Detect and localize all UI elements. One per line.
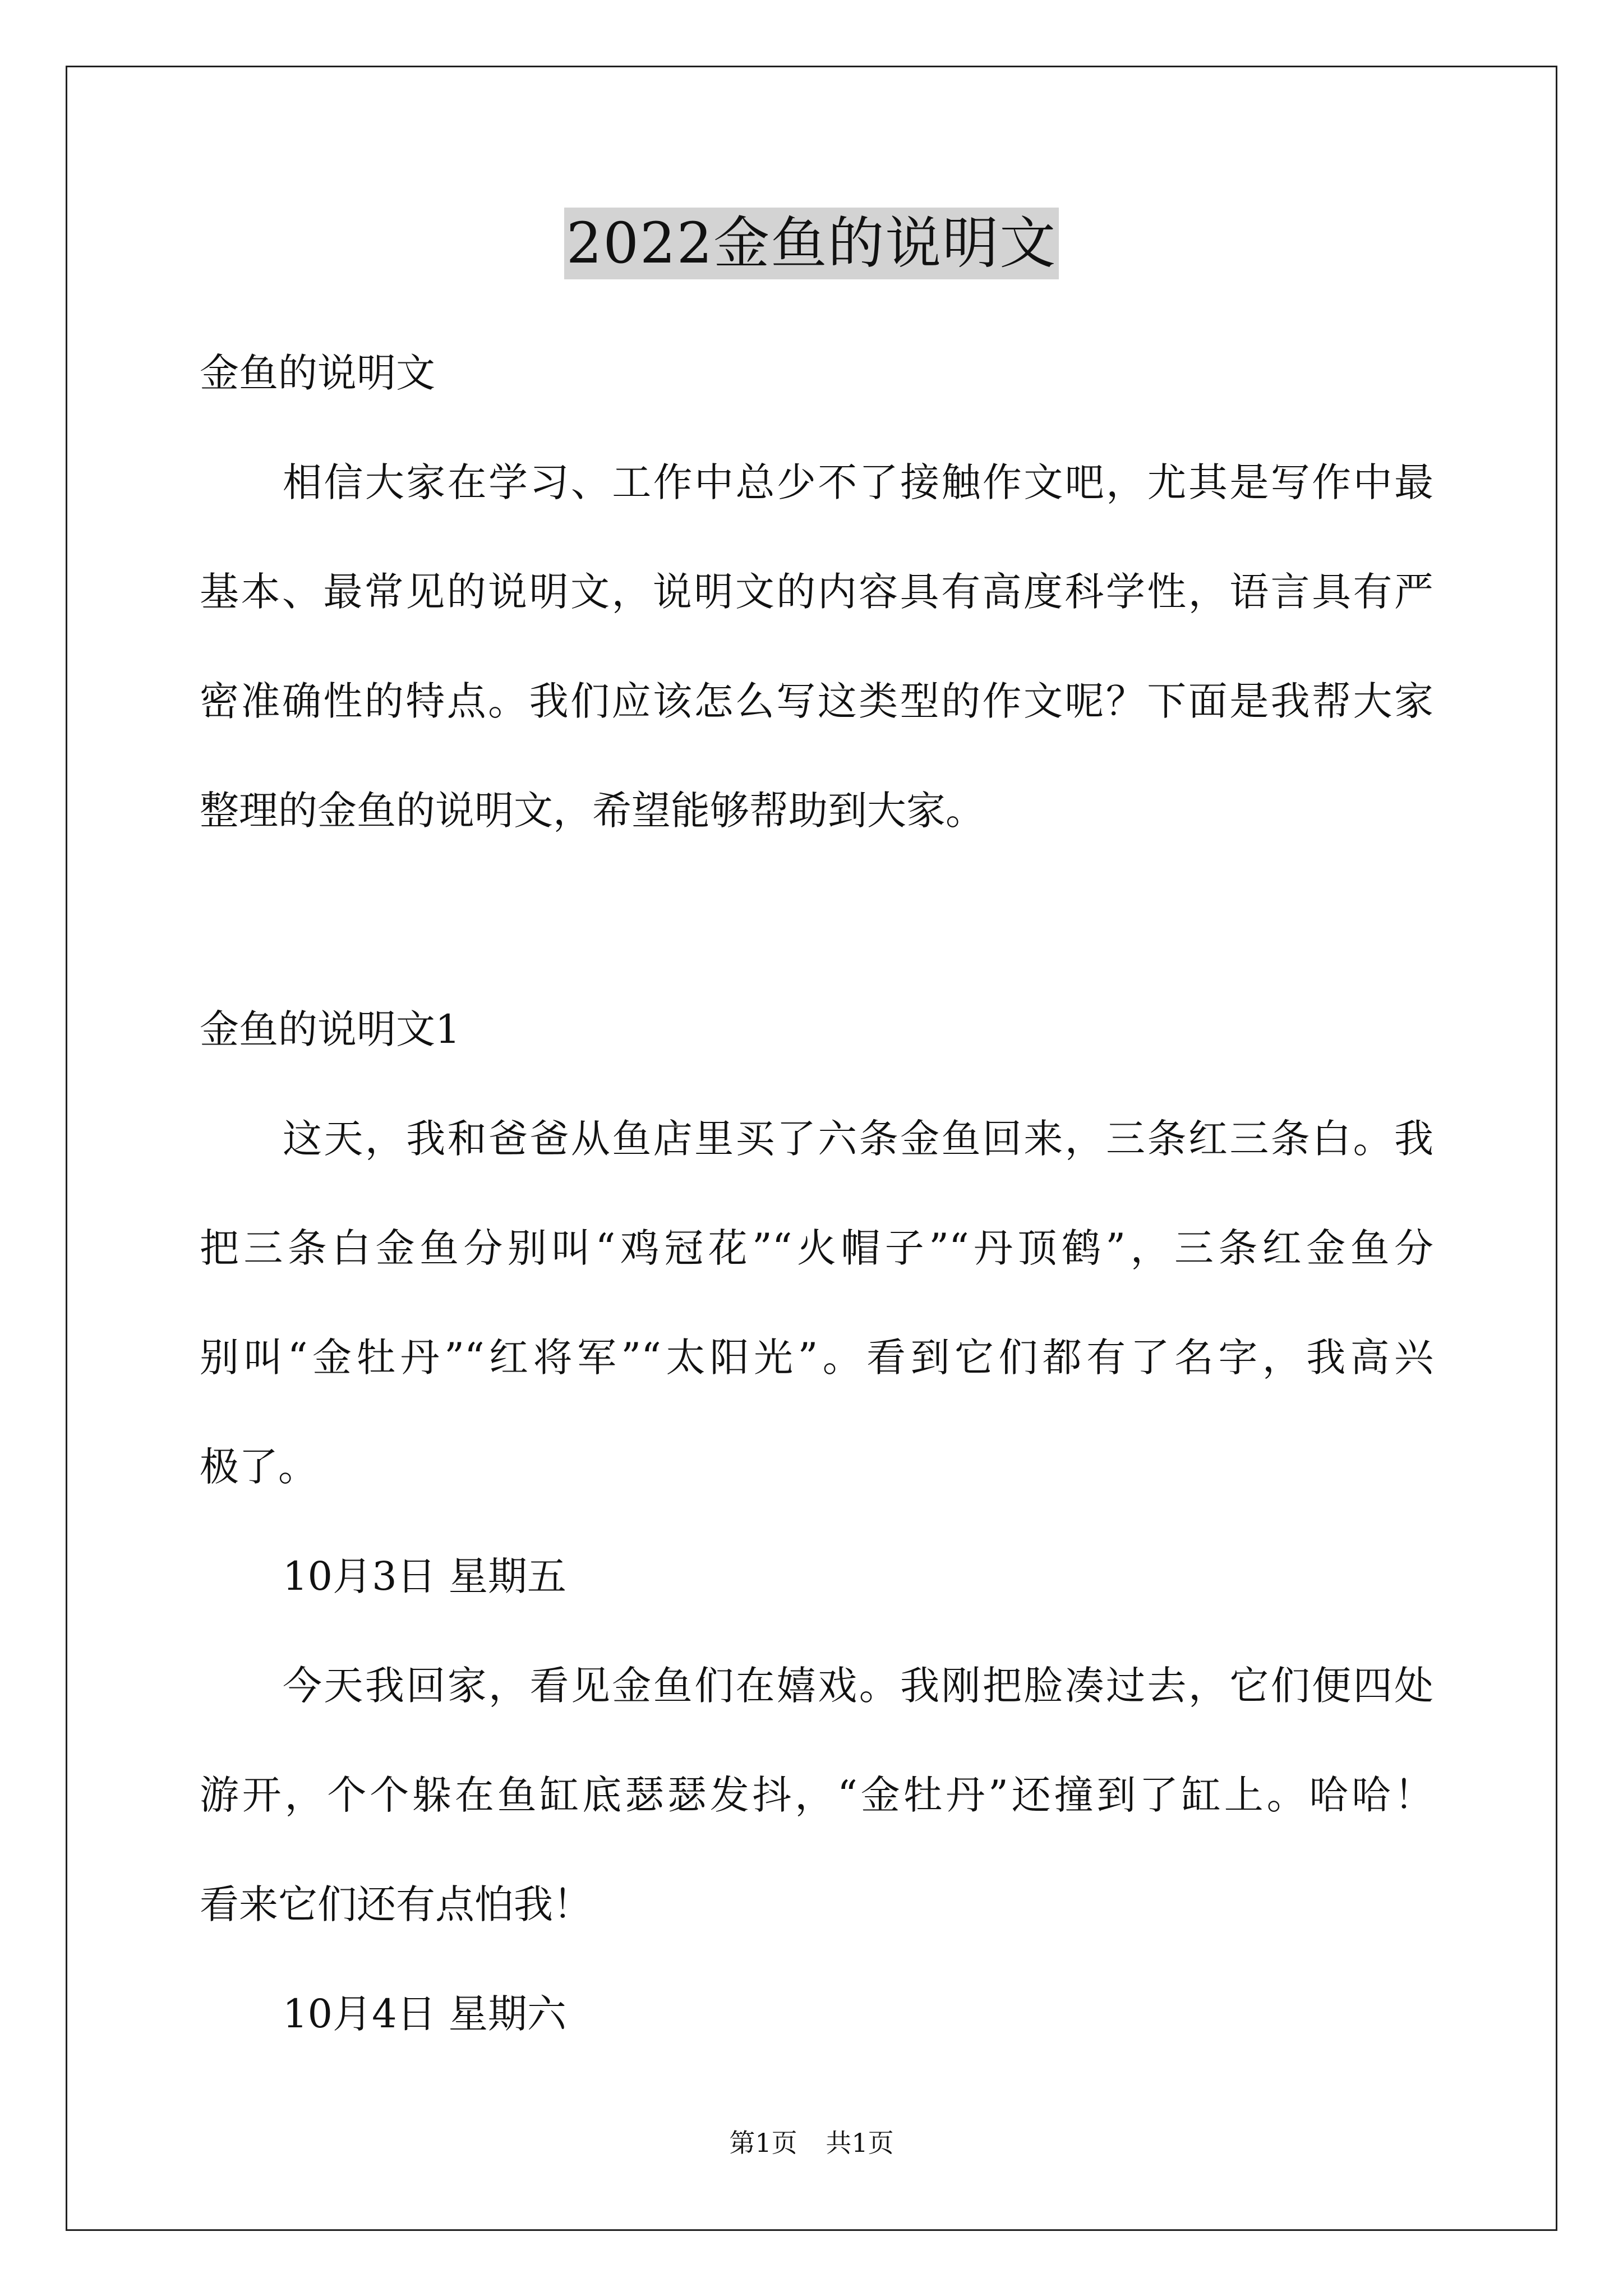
date-line: 10月4日 星期六	[283, 1991, 566, 2037]
paragraph-line: 今天我回家，看见金鱼们在嬉戏。我刚把脸凑过去，它们便四处	[283, 1663, 1433, 1709]
paragraph-line: 极了。	[200, 1444, 317, 1490]
page-number: 第1页	[729, 2128, 797, 2158]
section-heading: 金鱼的说明文1	[200, 1006, 460, 1052]
paragraph-line: 游开，个个躲在鱼缸底瑟瑟发抖，“金牡丹”还撞到了缸上。哈哈！	[200, 1772, 1433, 1818]
paragraph-line: 别叫“金牡丹”“红将军”“太阳光”。看到它们都有了名字，我高兴	[200, 1335, 1433, 1381]
paragraph-line: 整理的金鱼的说明文，希望能够帮助到大家。	[200, 788, 985, 834]
paragraph-line: 看来它们还有点怕我！	[200, 1881, 592, 1927]
page-footer	[0, 2126, 1623, 2160]
paragraph-line: 密准确性的特点。我们应该怎么写这类型的作文呢？下面是我帮大家	[200, 678, 1433, 724]
paragraph-line: 把三条白金鱼分别叫“鸡冠花”“火帽子”“丹顶鹤”，三条红金鱼分	[200, 1225, 1433, 1271]
title-container	[0, 208, 1623, 279]
date-line: 10月3日 星期五	[283, 1553, 566, 1599]
paragraph-line: 这天，我和爸爸从鱼店里买了六条金鱼回来，三条红三条白。我	[283, 1116, 1433, 1162]
paragraph-line: 基本、最常见的说明文，说明文的内容具有高度科学性，语言具有严	[200, 569, 1433, 615]
section-heading: 金鱼的说明文	[200, 350, 435, 396]
document-title: 2022金鱼的说明文	[564, 208, 1059, 279]
paragraph-line: 相信大家在学习、工作中总少不了接触作文吧，尤其是写作中最	[283, 459, 1433, 505]
page-total: 共1页	[826, 2128, 894, 2158]
